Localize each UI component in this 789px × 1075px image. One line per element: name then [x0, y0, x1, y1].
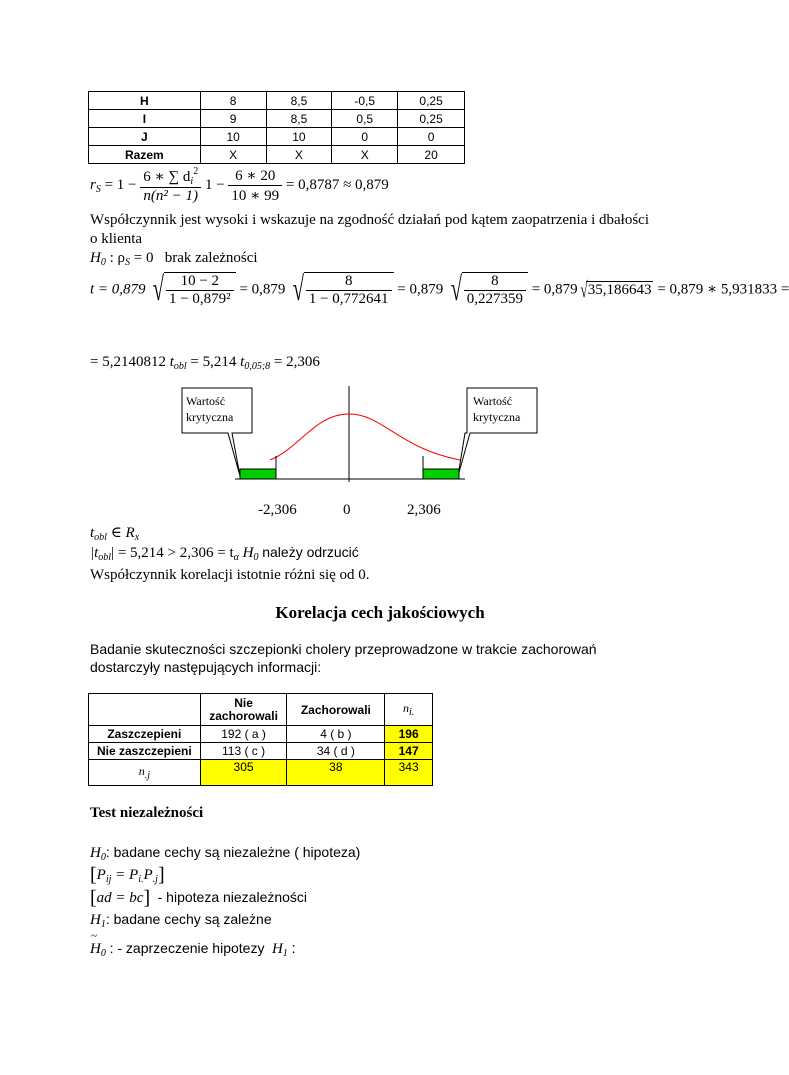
callout-text: Wartość — [473, 394, 513, 408]
table-cell: 0,25 — [398, 92, 465, 110]
numerator: 6 ∗ 20 — [235, 168, 276, 184]
row-label: I — [89, 110, 201, 128]
cell-col-total: 38 — [287, 760, 385, 786]
equals: = 0,879 — [397, 281, 444, 298]
cell-col-total: 305 — [200, 760, 287, 786]
density-curve — [270, 414, 460, 460]
fraction-values — [228, 166, 282, 205]
table-row — [89, 726, 433, 743]
numerator: 8 — [344, 273, 353, 289]
table-header — [89, 694, 433, 726]
rho: : ρ — [109, 250, 125, 266]
cell-b: 4 ( b ) — [287, 726, 385, 743]
tick-right: 2,306 — [407, 502, 441, 518]
equals: = 1 − — [104, 176, 137, 193]
h-symbol: H — [90, 845, 101, 861]
equals: = 0,879 — [531, 281, 578, 298]
value: = 5,214 — [190, 354, 237, 370]
ranks-table — [88, 91, 465, 164]
subscript: 0 — [100, 852, 106, 863]
table-row — [89, 760, 433, 786]
subscript: .j — [144, 770, 150, 781]
pij-line: $[P_{ij} = P_{i.}P_{.j}]$ — [90, 864, 165, 886]
contingency-table — [88, 693, 433, 786]
subscript: 0 — [253, 552, 259, 563]
header-sick: Zachorowali — [287, 694, 385, 726]
cell-a: 192 ( a ) — [200, 726, 287, 743]
minus: 1 − — [204, 176, 225, 193]
intro-text-1: Badanie skuteczności szczepionki cholery przeprowadzone w trakcie zachorowań — [90, 641, 597, 657]
subscript: i. — [408, 707, 415, 718]
table-row — [89, 128, 465, 146]
table-cell: 10 — [200, 128, 266, 146]
rs-formula — [90, 166, 389, 205]
subscript: 1 — [100, 919, 106, 930]
intro-text-2: dostarczyły następujących informacji: — [90, 659, 322, 675]
table-row — [89, 110, 465, 128]
row-label-nj — [89, 760, 201, 786]
cell-grand-total: 343 — [385, 760, 433, 786]
table-cell: 9 — [200, 110, 266, 128]
rs-subscript: S — [95, 183, 101, 195]
ad-line: [ad = bc] - hipoteza niezależności — [90, 887, 308, 909]
header-ni — [385, 694, 433, 726]
sqrt-3 — [462, 272, 528, 308]
t-symbol: t — [90, 525, 95, 541]
sqrt-4: 35,186643 — [587, 282, 652, 298]
cell-row-total: 196 — [385, 726, 433, 743]
cell-c: 113 ( c ) — [200, 743, 287, 760]
row-label: Razem — [89, 146, 201, 164]
h-negation-symbol: H — [90, 941, 101, 957]
numerator: 10 − 2 — [180, 273, 220, 289]
callout-left-text — [186, 393, 233, 425]
header-text: Nie — [234, 695, 253, 710]
table-cell: 0 — [398, 128, 465, 146]
n-symbol: n — [138, 764, 145, 778]
table-cell: X — [266, 146, 332, 164]
tick-left: -2,306 — [258, 502, 297, 518]
in-set: ∈ R — [110, 525, 135, 541]
significance-text: Współczynnik korelacji istotnie różni się od 0. — [90, 567, 370, 583]
h-symbol: H — [90, 912, 101, 928]
cell-d: 34 ( d ) — [287, 743, 385, 760]
superscript: 2 — [193, 166, 199, 177]
denominator: 0,227359 — [464, 290, 526, 308]
callout-right-text — [473, 393, 520, 425]
subscript: i — [190, 176, 194, 187]
subscript: .j — [152, 874, 158, 885]
subscript: 1 — [282, 948, 288, 959]
table-cell: 8 — [200, 92, 266, 110]
t-result — [90, 354, 320, 372]
denominator: 1 − 0,772641 — [306, 290, 392, 308]
note: brak zależności — [164, 250, 258, 266]
sqrt-icon: √ — [292, 271, 305, 308]
table-cell: 0,5 — [332, 110, 398, 128]
n-symbol: n — [402, 701, 409, 715]
row-label: J — [89, 128, 201, 146]
table-cell: 0 — [332, 128, 398, 146]
abs-line — [90, 544, 359, 563]
header-text: zachorowali — [209, 708, 278, 723]
section-title: Korelacja cech jakościowych — [275, 603, 485, 622]
subscript: S — [125, 257, 130, 268]
rs-comment-2: o klienta — [90, 231, 143, 247]
h-symbol: H — [90, 250, 101, 266]
sqrt-icon: √ — [580, 277, 588, 302]
p-symbol: P — [96, 867, 106, 883]
overline-mark: ~ — [91, 930, 97, 942]
result: = 0,8787 ≈ 0,879 — [285, 176, 389, 193]
subscript: obl — [94, 532, 107, 543]
value: = 5,2140812 — [90, 354, 166, 370]
h-symbol: H — [271, 941, 283, 957]
rs-comment: Współczynnik jest wysoki i wskazuje na zgodność działań pod kątem zaopatrzenia i dbałości — [90, 212, 649, 228]
fraction-general — [140, 166, 201, 205]
denominator: n(n² − 1) — [140, 187, 201, 205]
abs-open: |t — [90, 545, 99, 561]
h1-line — [90, 911, 272, 930]
subscript: obl — [98, 552, 112, 563]
t-lhs: t = 0,879 — [90, 281, 146, 298]
rs-symbol: r — [90, 176, 96, 193]
decision: należy odrzucić — [262, 544, 359, 560]
table-row — [89, 743, 433, 760]
h0-negation-line — [90, 940, 296, 959]
callout-text: Wartość — [186, 394, 226, 408]
subscript: α — [233, 552, 239, 563]
h1-text: : badane cechy są zależne — [105, 911, 272, 927]
table-cell: 0,25 — [398, 110, 465, 128]
header-not-sick — [200, 694, 287, 726]
empty-cell — [89, 694, 201, 726]
table-cell: 20 — [398, 146, 465, 164]
table-cell: 8,5 — [266, 92, 332, 110]
p-symbol: P — [143, 867, 153, 883]
subscript: 0 — [100, 948, 106, 959]
equals: = P — [115, 867, 139, 883]
t-formula — [90, 272, 789, 308]
row-label: H — [89, 92, 201, 110]
table-cell: -0,5 — [332, 92, 398, 110]
row-label: Nie zaszczepieni — [89, 743, 201, 760]
sqrt-2 — [304, 272, 394, 308]
denominator: 10 ∗ 99 — [228, 185, 282, 205]
table-row — [89, 146, 465, 164]
callout-text: krytyczna — [473, 410, 521, 424]
critical-region-right — [423, 469, 459, 479]
sqrt-icon: √ — [450, 271, 462, 308]
numerator: 6 ∗ ∑ d — [143, 169, 191, 185]
h0-line — [90, 844, 360, 863]
subscript: 0,05;8 — [244, 361, 271, 372]
row-label: Zaszczepieni — [89, 726, 201, 743]
equals: = 0,879 — [239, 281, 286, 298]
t-tail: = 0,879 ∗ 5,931833 = — [657, 281, 789, 298]
ad-note: - hipoteza niezależności — [157, 889, 308, 905]
subscript: 0 — [100, 257, 106, 268]
critical-region-left — [240, 469, 276, 479]
t-obl: t — [169, 354, 174, 370]
table-cell: X — [332, 146, 398, 164]
table-cell: 8,5 — [266, 110, 332, 128]
callout-text: krytyczna — [186, 410, 234, 424]
table-cell: 10 — [266, 128, 332, 146]
colon: : — [291, 940, 296, 957]
numerator: 8 — [491, 273, 499, 289]
sqrt-1 — [164, 272, 236, 308]
tick-mid: 0 — [343, 502, 351, 518]
h0-text: : badane cechy są niezależne ( hipoteza) — [105, 844, 361, 860]
negation-text: : - zaprzeczenie hipotezy — [109, 940, 265, 956]
value: = 2,306 — [273, 354, 320, 370]
cell-row-total: 147 — [385, 743, 433, 760]
h-symbol: H — [242, 545, 254, 561]
equals: = 0 — [133, 250, 154, 266]
subscript: i. — [138, 874, 144, 885]
ad-bc: ad = bc — [96, 890, 144, 906]
subscript: x — [134, 532, 140, 543]
test-title: Test niezależności — [90, 805, 204, 821]
membership-line — [90, 523, 139, 543]
sqrt-icon: √ — [153, 271, 165, 308]
table-cell: X — [200, 146, 266, 164]
table-row — [89, 92, 465, 110]
h0-rho-line — [90, 250, 258, 268]
denominator: 1 − 0,879² — [166, 290, 234, 308]
t-crit: t — [240, 354, 245, 370]
subscript: ij — [105, 874, 112, 885]
comparison: | = 5,214 > 2,306 = t — [111, 545, 234, 561]
subscript: obl — [173, 361, 187, 372]
